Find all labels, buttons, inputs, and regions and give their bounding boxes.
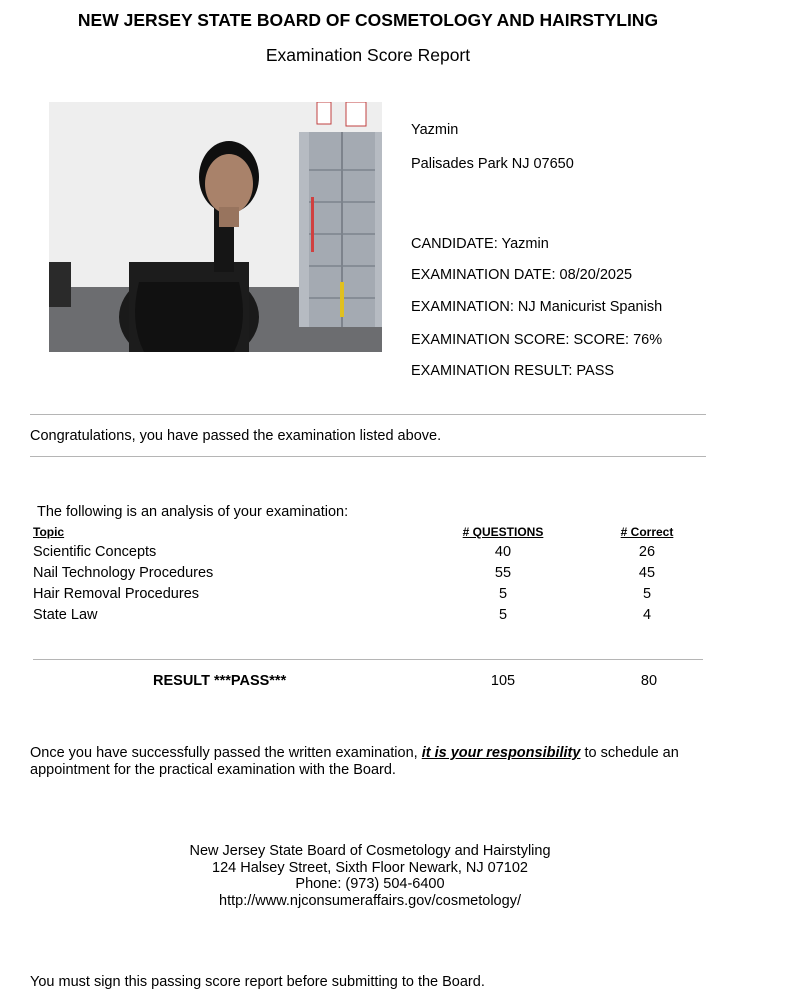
address-phone: Phone: (973) 504-6400 xyxy=(295,876,445,892)
questions-cell: 5 xyxy=(498,607,508,623)
result-questions: 105 xyxy=(490,673,516,689)
header-correct: # Correct xyxy=(620,525,674,539)
divider-top xyxy=(30,414,706,415)
candidate-photo xyxy=(49,102,382,352)
correct-cell: 4 xyxy=(642,607,652,623)
footer-note: You must sign this passing score report before submitting to the Board. xyxy=(30,974,485,990)
correct-cell: 45 xyxy=(638,565,656,581)
exam-name: EXAMINATION: NJ Manicurist Spanish xyxy=(411,299,663,315)
address-url: http://www.njconsumeraffairs.gov/cosmetology/ xyxy=(219,893,521,909)
exam-date: EXAMINATION DATE: 08/20/2025 xyxy=(411,267,633,283)
report-subtitle: Examination Score Report xyxy=(265,45,471,65)
responsibility-text-end: to schedule an appointment for the practical examination with the Board. xyxy=(30,745,679,778)
topic-cell: Scientific Concepts xyxy=(33,544,157,560)
correct-cell: 5 xyxy=(642,586,652,602)
responsibility-emphasis: it is your responsibility xyxy=(421,745,581,761)
questions-cell: 40 xyxy=(494,544,512,560)
topic-cell: Nail Technology Procedures xyxy=(33,565,214,581)
questions-cell: 55 xyxy=(494,565,512,581)
candidate-city: Palisades Park NJ 07650 xyxy=(411,156,574,172)
candidate-line: CANDIDATE: Yazmin xyxy=(411,236,549,252)
address-street: 124 Halsey Street, Sixth Floor Newark, NJ 07102 xyxy=(212,860,528,876)
topic-cell: State Law xyxy=(33,607,98,623)
analysis-intro: The following is an analysis of your examination: xyxy=(37,504,349,520)
report-title: NEW JERSEY STATE BOARD OF COSMETOLOGY AND HAIRSTYLING xyxy=(77,10,659,30)
questions-cell: 5 xyxy=(498,586,508,602)
header-questions: # QUESTIONS xyxy=(462,525,544,539)
result-label: RESULT ***PASS*** xyxy=(153,673,287,689)
correct-cell: 26 xyxy=(638,544,656,560)
responsibility-text-start: Once you have successfully passed the written examination, xyxy=(30,745,422,761)
result-correct: 80 xyxy=(640,673,658,689)
header-topic: Topic xyxy=(33,525,65,539)
divider-bottom xyxy=(30,456,706,457)
address-org: New Jersey State Board of Cosmetology and Hairstyling xyxy=(189,843,551,859)
responsibility-note xyxy=(30,745,710,779)
exam-score: EXAMINATION SCORE: SCORE: 76% xyxy=(411,332,663,348)
topic-cell: Hair Removal Procedures xyxy=(33,586,200,602)
result-divider xyxy=(33,659,703,660)
candidate-name: Yazmin xyxy=(411,122,459,138)
congrats-text: Congratulations, you have passed the examination listed above. xyxy=(30,428,442,444)
exam-result: EXAMINATION RESULT: PASS xyxy=(411,363,615,379)
